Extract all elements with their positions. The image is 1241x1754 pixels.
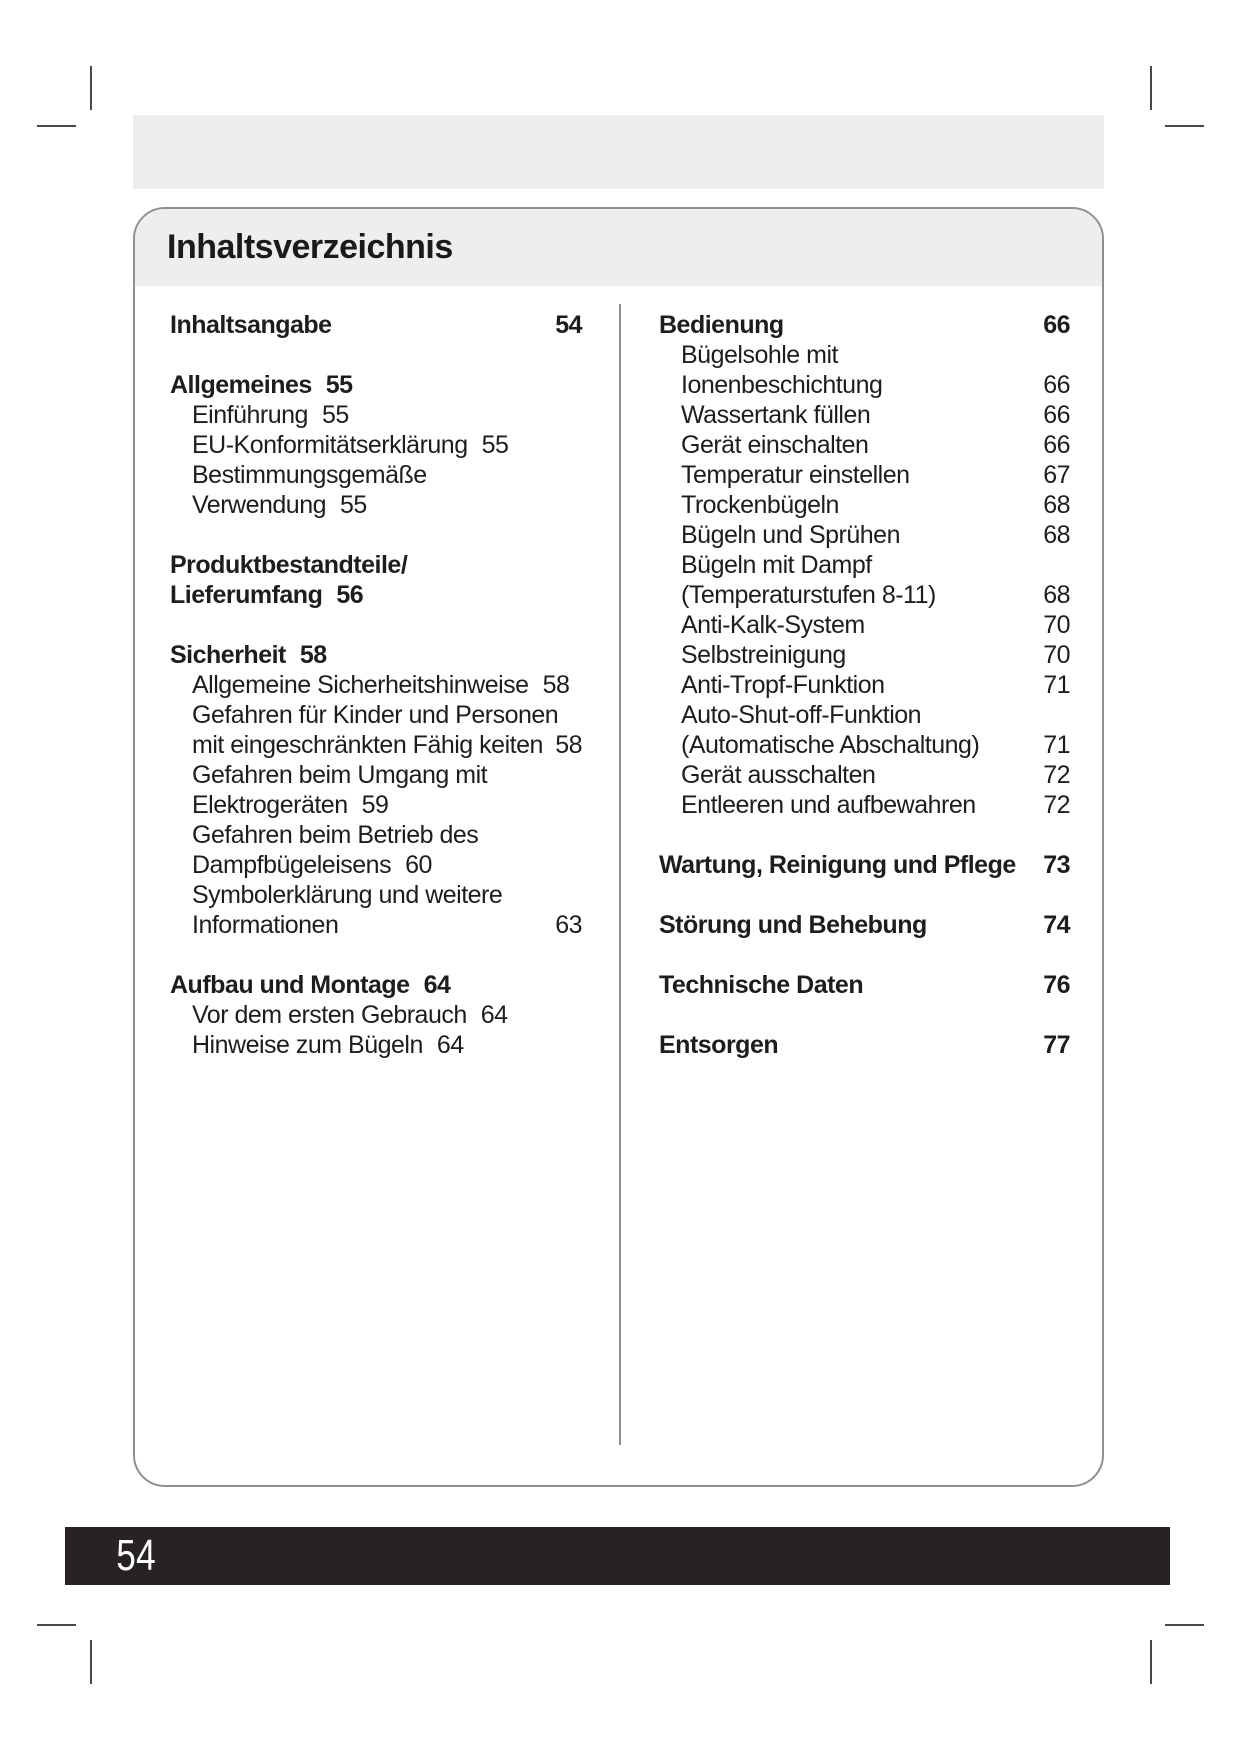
toc-entry-label: Selbstreinigung — [681, 641, 846, 669]
toc-entry — [170, 430, 582, 460]
toc-entry-page: 55 — [340, 491, 367, 519]
toc-entry — [170, 910, 582, 940]
toc-entry-page: 63 — [555, 911, 582, 939]
toc-entry-label: Bügeln mit Dampf — [681, 551, 872, 579]
toc-entry-page: 55 — [481, 431, 509, 459]
toc-entry — [170, 580, 582, 610]
toc-entry — [170, 370, 582, 400]
toc-entry-label: Gefahren beim Betrieb des — [192, 821, 479, 849]
toc-entry — [170, 490, 582, 520]
toc-entry-label: Störung und Behebung — [659, 911, 927, 939]
toc-entry-page: 72 — [1043, 761, 1070, 789]
toc-entry — [659, 490, 1070, 520]
toc-entry — [659, 700, 1070, 730]
toc-entry-label: Hinweise zum Bügeln — [192, 1031, 423, 1059]
toc-entry-page: 76 — [1043, 971, 1070, 999]
toc-entry-page: 66 — [1043, 431, 1070, 459]
toc-entry-label: Temperatur einstellen — [681, 461, 910, 489]
toc-entry-page: 66 — [1043, 311, 1070, 339]
toc-entry — [170, 1000, 582, 1030]
toc-entry-label: Elektrogeräten — [192, 791, 348, 819]
toc-entry-label: Gefahren für Kinder und Personen — [192, 701, 559, 729]
footer-page-number: 54 — [116, 1531, 157, 1580]
toc-entry — [659, 370, 1070, 400]
toc-entry-label: (Automatische Abschaltung) — [681, 731, 980, 759]
toc-entry — [170, 670, 582, 700]
toc-entry-page: 64 — [480, 1001, 508, 1029]
toc-entry-page: 58 — [555, 731, 582, 759]
toc-entry-page: 55 — [325, 371, 353, 399]
toc-entry-page: 71 — [1043, 671, 1070, 699]
toc-entry-page: 67 — [1043, 461, 1070, 489]
toc-entry-label: Allgemeines — [170, 371, 312, 399]
toc-entry-label: Anti-Kalk-System — [681, 611, 865, 639]
toc-entry — [170, 550, 582, 580]
toc-entry — [659, 790, 1070, 820]
toc-entry-page: 66 — [1043, 371, 1070, 399]
toc-entry — [659, 910, 1070, 940]
toc-entry — [170, 970, 582, 1000]
toc-entry-label: Bedienung — [659, 311, 784, 339]
toc-box — [133, 207, 1104, 1487]
toc-entry-page: 64 — [423, 971, 451, 999]
toc-entry — [659, 760, 1070, 790]
toc-entry-page: 70 — [1043, 611, 1070, 639]
toc-entry-page: 60 — [405, 851, 432, 879]
scan-page-band — [133, 115, 1104, 189]
column-divider — [619, 304, 621, 1445]
toc-entry — [170, 310, 582, 340]
toc-entry-label: Sicherheit — [170, 641, 286, 669]
toc-entry — [170, 730, 582, 760]
toc-entry — [659, 460, 1070, 490]
page-title: Inhaltsverzeichnis — [167, 228, 453, 266]
crop-mark-bottom-left-vertical — [90, 1640, 92, 1684]
toc-entry-label: Inhaltsangabe — [170, 311, 332, 339]
toc-entry-label: Einführung — [192, 401, 308, 429]
toc-entry-label: mit eingeschränkten Fähig keiten — [192, 731, 543, 759]
toc-entry — [659, 550, 1070, 580]
toc-entry-page: 66 — [1043, 401, 1070, 429]
toc-entry-label: Anti-Tropf-Funktion — [681, 671, 885, 699]
toc-entry — [170, 460, 582, 490]
toc-entry-label: Trockenbügeln — [681, 491, 839, 519]
toc-entry-page: 54 — [555, 311, 582, 339]
toc-entry-page: 68 — [1043, 521, 1070, 549]
toc-entry-label: Allgemeine Sicherheitshinweise — [192, 671, 529, 699]
toc-entry-page: 71 — [1043, 731, 1070, 759]
toc-entry — [170, 700, 582, 730]
toc-entry-page: 59 — [361, 791, 389, 819]
toc-entry-label: Bügelsohle mit — [681, 341, 838, 369]
toc-entry — [659, 970, 1070, 1000]
toc-entry-label: Gerät einschalten — [681, 431, 869, 459]
toc-entry — [170, 790, 582, 820]
toc-entry-page: 64 — [436, 1031, 464, 1059]
toc-entry-label: Auto-Shut-off-Funktion — [681, 701, 922, 729]
crop-mark-top-left-vertical — [90, 66, 92, 110]
toc-entry — [659, 400, 1070, 430]
toc-entry-label: Technische Daten — [659, 971, 864, 999]
crop-mark-top-right-horizontal — [1165, 125, 1204, 127]
toc-entry — [170, 1030, 582, 1060]
toc-entry-page: 77 — [1043, 1031, 1070, 1059]
crop-mark-bottom-right-vertical — [1150, 1640, 1152, 1684]
toc-entry — [659, 610, 1070, 640]
toc-entry — [170, 640, 582, 670]
toc-entry — [170, 820, 582, 850]
toc-entry-page: 74 — [1043, 911, 1070, 939]
toc-entry-page: 73 — [1043, 851, 1070, 879]
toc-entry — [170, 850, 582, 880]
toc-entry-label: Entleeren und aufbewahren — [681, 791, 976, 819]
toc-entry-label: Entsorgen — [659, 1031, 779, 1059]
toc-entry-label: Wassertank füllen — [681, 401, 871, 429]
toc-entry-label: Gerät ausschalten — [681, 761, 876, 789]
toc-column-right — [659, 310, 1070, 1060]
toc-header — [135, 209, 1102, 286]
toc-entry — [659, 430, 1070, 460]
toc-entry — [170, 400, 582, 430]
toc-entry-label: Gefahren beim Umgang mit — [192, 761, 488, 789]
crop-mark-top-right-vertical — [1150, 66, 1152, 110]
toc-entry-label: Bügeln und Sprühen — [681, 521, 900, 549]
toc-entry — [659, 580, 1070, 610]
footer-bar — [65, 1527, 1170, 1585]
toc-entry-label: Lieferumfang — [170, 581, 323, 609]
toc-entry — [659, 340, 1070, 370]
toc-entry-page: 56 — [336, 581, 364, 609]
toc-entry — [170, 760, 582, 790]
toc-entry-label: Aufbau und Montage — [170, 971, 410, 999]
toc-entry-label: Produktbestandteile/ — [170, 551, 408, 579]
toc-entry-page: 55 — [321, 401, 349, 429]
toc-entry-label: (Temperaturstufen 8-11) — [681, 581, 936, 609]
toc-entry-label: Dampfbügeleisens — [192, 851, 392, 879]
toc-entry-label: Ionenbeschichtung — [681, 371, 883, 399]
toc-entry — [659, 520, 1070, 550]
crop-mark-bottom-left-horizontal — [37, 1624, 76, 1626]
toc-entry-label: Symbolerklärung und weitere — [192, 881, 503, 909]
toc-entry — [659, 640, 1070, 670]
toc-entry-page: 68 — [1043, 491, 1070, 519]
toc-entry-label: EU-Konformitätserklärung — [192, 431, 468, 459]
toc-entry-label: Verwendung — [192, 491, 327, 519]
toc-column-left — [170, 310, 582, 1060]
toc-entry-page: 68 — [1043, 581, 1070, 609]
toc-entry-label: Wartung, Reinigung und Pflege — [659, 851, 1016, 879]
toc-entry — [659, 310, 1070, 340]
crop-mark-bottom-right-horizontal — [1165, 1624, 1204, 1626]
toc-entry-label: Bestimmungsgemäße — [192, 461, 427, 489]
toc-entry-label: Vor dem ersten Gebrauch — [192, 1001, 467, 1029]
toc-entry — [659, 730, 1070, 760]
toc-entry-label: Informationen — [192, 911, 339, 939]
toc-entry — [170, 880, 582, 910]
toc-entry-page: 72 — [1043, 791, 1070, 819]
toc-entry — [659, 1030, 1070, 1060]
toc-entry-page: 58 — [542, 671, 570, 699]
toc-entry-page: 70 — [1043, 641, 1070, 669]
toc-entry-page: 58 — [299, 641, 327, 669]
toc-entry — [659, 670, 1070, 700]
toc-entry — [659, 850, 1070, 880]
crop-mark-top-left-horizontal — [37, 125, 76, 127]
